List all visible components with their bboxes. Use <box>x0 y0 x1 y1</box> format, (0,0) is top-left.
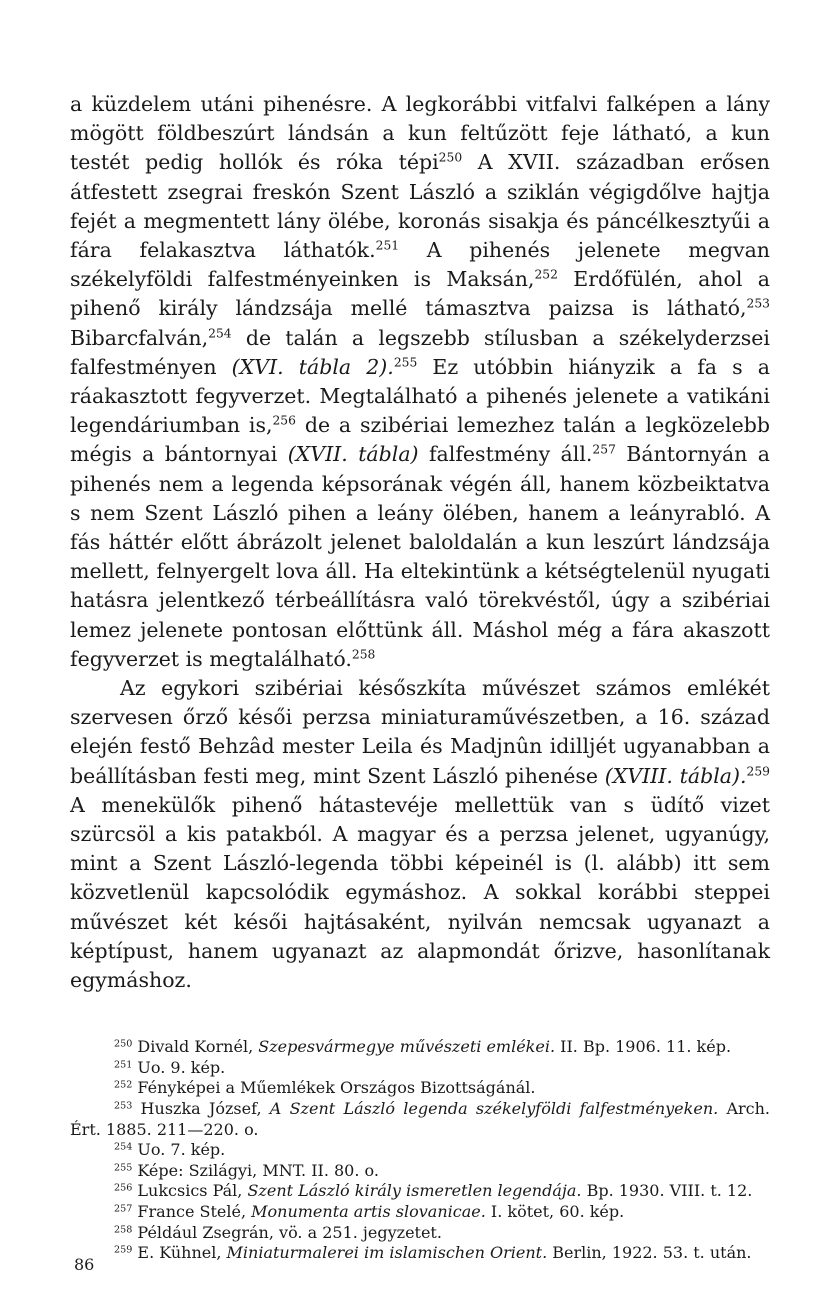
footnote-ref-250: 250 <box>438 151 463 166</box>
footnote-ref-254: 254 <box>114 1141 133 1153</box>
italic-text: Szepesvármegye művészeti emlékei. <box>258 1037 556 1057</box>
footnote-ref-253: 253 <box>746 297 770 312</box>
footnote-256: $^{256}$ Lukcsics Pál, Szent László király ismeretlen legendája. Bp. 1930. VIII. t. 12. <box>114 1181 753 1201</box>
italic-text: (XVIII. tábla). <box>604 763 747 788</box>
footnote-253: $^{253}$ Huszka József, A Szent László legenda székelyföldi falfestményeken. Arch. Ért. 1885. 211—220. o. <box>70 1099 771 1139</box>
footnote-254: $^{254}$ Uo. 7. kép. <box>114 1140 226 1160</box>
page-number: 86 <box>74 1255 95 1274</box>
footnote-ref-252: 252 <box>534 267 558 282</box>
italic-text: Miniaturmalerei im islamischen Orient. <box>226 1243 548 1263</box>
italic-text: (XVI. tábla 2). <box>231 354 394 379</box>
footnote-250: $^{250}$ Divald Kornél, Szepesvármegye művészeti emlékei. II. Bp. 1906. 11. kép. <box>114 1037 732 1057</box>
paragraph-1: a küzdelem utáni pihenésre. A legkorábbi vitfalvi falképen a lány mögött földbeszúrt lándsán a kun feltűzött feje látható, a kun testét pedig hollók és róka tépi$^{250}$ A XVII. században erősen átfestett zsegrai freskón Szent László a sziklán végigdőlve hajtja fejét a megmentett lány ölébe, koronás sisakja és páncélkesztyűi a fára felakasztva láthatók.$^{251}$ A pihenés jelenete megvan székelyföldi falfestményeinken is Maksán,$^{252}$ Erdőfülén, ahol a pihenő király lándzsája mellé támasztva paizsa is látható,$^{253}$ Bibarcfalván,$^{254}$ de talán a legszebb stílusban a székelyderzsei falfestményen (XVI. tábla 2).$^{255}$ Ez utóbbin hiányzik a fa s a ráakasztott fegyverzet. Megtalálható a pihenés jelenete a vatikáni legendáriumban is,$^{256}$ de a szibériai lemezhez talán a legközelebb mégis a bántornyai (XVII. tábla) falfestmény áll.$^{257}$ Bántornyán a pihenés nem a legenda képsorának végén áll, hanem közbeiktatva s nem Szent László pihen a leány ölében, hanem a leányrabló. A fás háttér előtt ábrázolt jelenet baloldalán a kun leszúrt lándzsája mellett, felnyergelt lova áll. Ha eltekintünk a kétségtelenül nyugati hatásra jelentkező térbeállításra való törekvéstől, úgy a szibériai lemez jelenete pontosan előttünk áll. Máshol még a fára akaszott fegyverzet is megtalálható.$^{258}$ <box>70 92 771 671</box>
page-content <box>70 90 770 1264</box>
footnote-ref-252: 252 <box>114 1079 133 1091</box>
main-text <box>70 90 770 995</box>
footnote-252: $^{252}$ Fényképei a Műemlékek Országos Bizottságánál. <box>114 1078 536 1098</box>
footnote-ref-257: 257 <box>114 1203 133 1215</box>
footnote-ref-251: 251 <box>375 238 400 253</box>
footnote-255: $^{255}$ Képe: Szilágyi, MNT. II. 80. o. <box>114 1160 379 1180</box>
footnote-ref-256: 256 <box>114 1182 133 1194</box>
footnote-257: $^{257}$ France Stelé, Monumenta artis slovanicae. I. kötet, 60. kép. <box>114 1202 625 1222</box>
italic-text: Monumenta artis slovanicae. <box>251 1202 486 1222</box>
footnote-ref-251: 251 <box>114 1059 133 1071</box>
footnote-ref-254: 254 <box>208 326 232 341</box>
italic-text: A Szent László legenda székelyföldi falfestményeken. <box>269 1099 719 1119</box>
footnote-ref-259: 259 <box>746 764 770 779</box>
footnote-ref-256: 256 <box>272 413 296 428</box>
footnote-ref-259: 259 <box>114 1244 133 1256</box>
footnote-ref-257: 257 <box>592 443 616 458</box>
footnote-251: $^{251}$ Uo. 9. kép. <box>114 1057 226 1077</box>
footnote-ref-255: 255 <box>393 355 418 370</box>
footnote-259: $^{259}$ E. Kühnel, Miniaturmalerei im islamischen Orient. Berlin, 1922. 53. t. után. <box>114 1243 752 1263</box>
italic-text: Szent László király ismeretlen legendája. <box>247 1181 582 1201</box>
paragraph-2: Az egykori szibériai későszkíta művészet számos emlékét szervesen őrző késői perzsa miniaturaművészetben, a 16. század elején festő Behzâd mester Leila és Madjnûn idilljét ugyanabban a beállításban festi meg, mint Szent László pihenése (XVIII. tábla).$^{259}$ A menekülők pihenő hátastevéje mellettük van s üdítő vizet szürcsöl a kis patakból. A magyar és a perzsa jelenet, ugyanúgy, mint a Szent László-legenda többi képeinél is (l. alább) itt sem közvetlenül kapcsolódik egymáshoz. A sokkal korábbi steppei művészet két késői hajtásaként, nyilván nemcsak ugyanazt a képtípust, hanem ugyanazt az alapmondát őrizve, hasonlítanak egymáshoz. <box>70 676 770 993</box>
footnote-ref-258: 258 <box>351 647 376 662</box>
footnote-ref-255: 255 <box>114 1162 133 1174</box>
italic-text: (XVII. tábla) <box>287 442 419 467</box>
footnotes <box>70 1037 770 1264</box>
footnote-ref-250: 250 <box>114 1038 133 1050</box>
footnote-ref-253: 253 <box>114 1100 133 1112</box>
footnote-258: $^{258}$ Például Zsegrán, vö. a 251. jegyzetet. <box>114 1222 442 1242</box>
footnote-ref-258: 258 <box>114 1223 133 1235</box>
